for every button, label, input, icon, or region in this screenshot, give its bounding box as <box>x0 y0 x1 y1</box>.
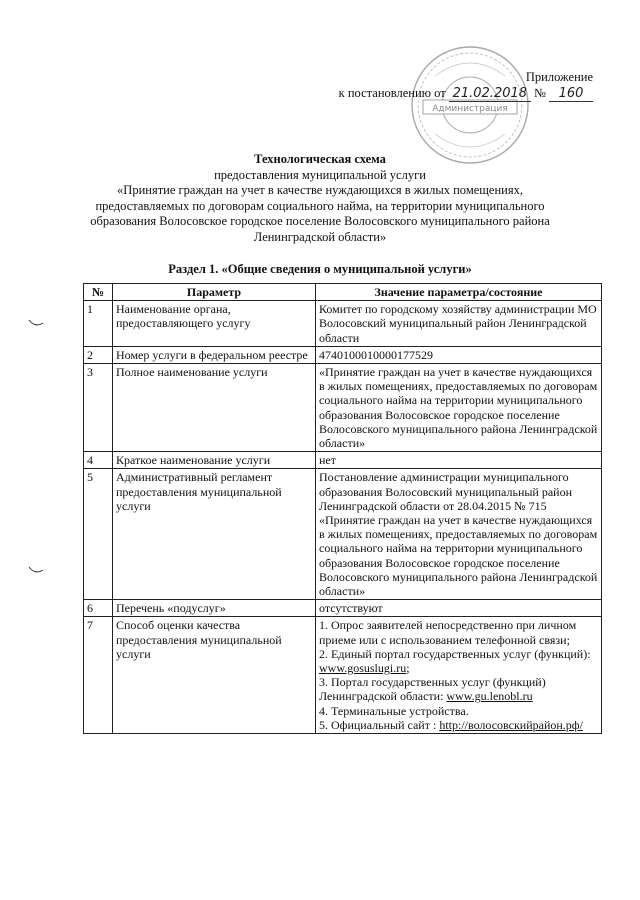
title-line-5: образования Волосовское городское поселение Волосовского муниципального района <box>90 214 550 228</box>
row-value: Постановление администрации муниципального образования Волосовский муниципальный район Ленинградской области от 28.04.2015 № 715 «Принятие граждан на учет в качестве нуждающихся в жилых помещениях, предоставляемых по договорам социального найма на территории муниципального образования Волосовское городское поселение Волосовского муниципального района Ленинградской области» <box>316 469 602 600</box>
title-line-4: предоставляемых по договорам социального найма, на территории муниципального <box>95 198 545 213</box>
decree-reference <box>339 86 593 102</box>
section-heading: Раздел 1. «Общие сведения о муниципальной услуги» <box>168 262 472 276</box>
row-number: 7 <box>84 617 113 734</box>
header-number: № <box>84 284 113 301</box>
title-line-3: «Принятие граждан на учет в качестве нуждающихся в жилых помещениях, <box>117 183 523 197</box>
title-line-6: Ленинградской области» <box>253 229 387 244</box>
table-row <box>84 469 602 600</box>
decree-number: 160 <box>549 87 593 102</box>
decree-date: 21.02.2018 <box>449 87 531 102</box>
method-suffix: ; <box>406 661 410 676</box>
decree-number-label: № <box>533 86 546 100</box>
row-number: 2 <box>84 346 113 363</box>
row-value: отсутствуют <box>316 600 602 617</box>
table-row <box>84 364 602 452</box>
margin-tick-mark <box>28 565 44 575</box>
row-number: 5 <box>84 469 113 600</box>
header-parameter: Параметр <box>113 284 316 301</box>
header-value: Значение параметра/состояние <box>316 284 602 301</box>
official-site-link[interactable]: http://волосовскийрайон.рф/ <box>439 717 583 732</box>
seal-text: Администрация <box>432 104 508 114</box>
general-info-table <box>83 283 602 734</box>
method-item <box>319 718 598 732</box>
row-value: 4740100010000177529 <box>316 346 602 363</box>
row-number: 3 <box>84 364 113 452</box>
table-row <box>84 301 602 347</box>
gosuslugi-link[interactable]: www.gosuslugi.ru <box>319 661 407 676</box>
table-row <box>84 600 602 617</box>
table-row <box>84 452 602 469</box>
method-text: 3. Портал государственных услуг (функций) Ленинградской области: <box>319 675 546 704</box>
decree-prefix: к постановлению от <box>338 86 446 100</box>
row-value: «Принятие граждан на учет в качестве нуждающихся в жилых помещениях, предоставляемых по договорам социального найма на территории муниципального образования Волосовское городское поселение Волосовского муниципального района Ленинградской области» <box>316 364 602 452</box>
row-parameter: Административный регламент предоставления муниципальной услуги <box>113 469 316 600</box>
row-parameter: Номер услуги в федеральном реестре <box>113 346 316 363</box>
method-item <box>319 647 598 675</box>
row-parameter: Полное наименование услуги <box>113 364 316 452</box>
method-text: 1. Опрос заявителей непосредственно при личном приеме или с использованием телефонной связи; <box>319 618 577 647</box>
row-parameter: Перечень «подуслуг» <box>113 600 316 617</box>
method-text: 5. Официальный сайт : <box>319 717 440 732</box>
title-line-2: предоставления муниципальной услуги <box>214 167 426 182</box>
document-title <box>40 152 600 245</box>
table-header-row <box>84 284 602 301</box>
row-value-list <box>316 617 602 734</box>
official-seal <box>405 40 535 170</box>
appendix-label: Приложение <box>525 70 593 84</box>
row-parameter: Краткое наименование услуги <box>113 452 316 469</box>
row-number: 6 <box>84 600 113 617</box>
table-row <box>84 617 602 734</box>
row-value: нет <box>316 452 602 469</box>
table-row <box>84 346 602 363</box>
margin-tick-mark <box>28 318 44 328</box>
row-parameter: Наименование органа, предоставляющего услугу <box>113 301 316 347</box>
title-line-1: Технологическая схема <box>254 152 386 166</box>
row-value: Комитет по городскому хозяйству администрации МО Волосовский муниципальный район Ленинградской области <box>316 301 602 347</box>
method-item <box>319 618 598 646</box>
method-item <box>319 675 598 703</box>
row-parameter: Способ оценки качества предоставления муниципальной услуги <box>113 617 316 734</box>
row-number: 4 <box>84 452 113 469</box>
lenobl-link[interactable]: www.gu.lenobl.ru <box>446 689 533 704</box>
method-text: 4. Терминальные устройства. <box>319 703 469 718</box>
method-text: 2. Единый портал государственных услуг (функций): <box>319 646 591 661</box>
method-item <box>319 704 598 718</box>
row-number: 1 <box>84 301 113 347</box>
